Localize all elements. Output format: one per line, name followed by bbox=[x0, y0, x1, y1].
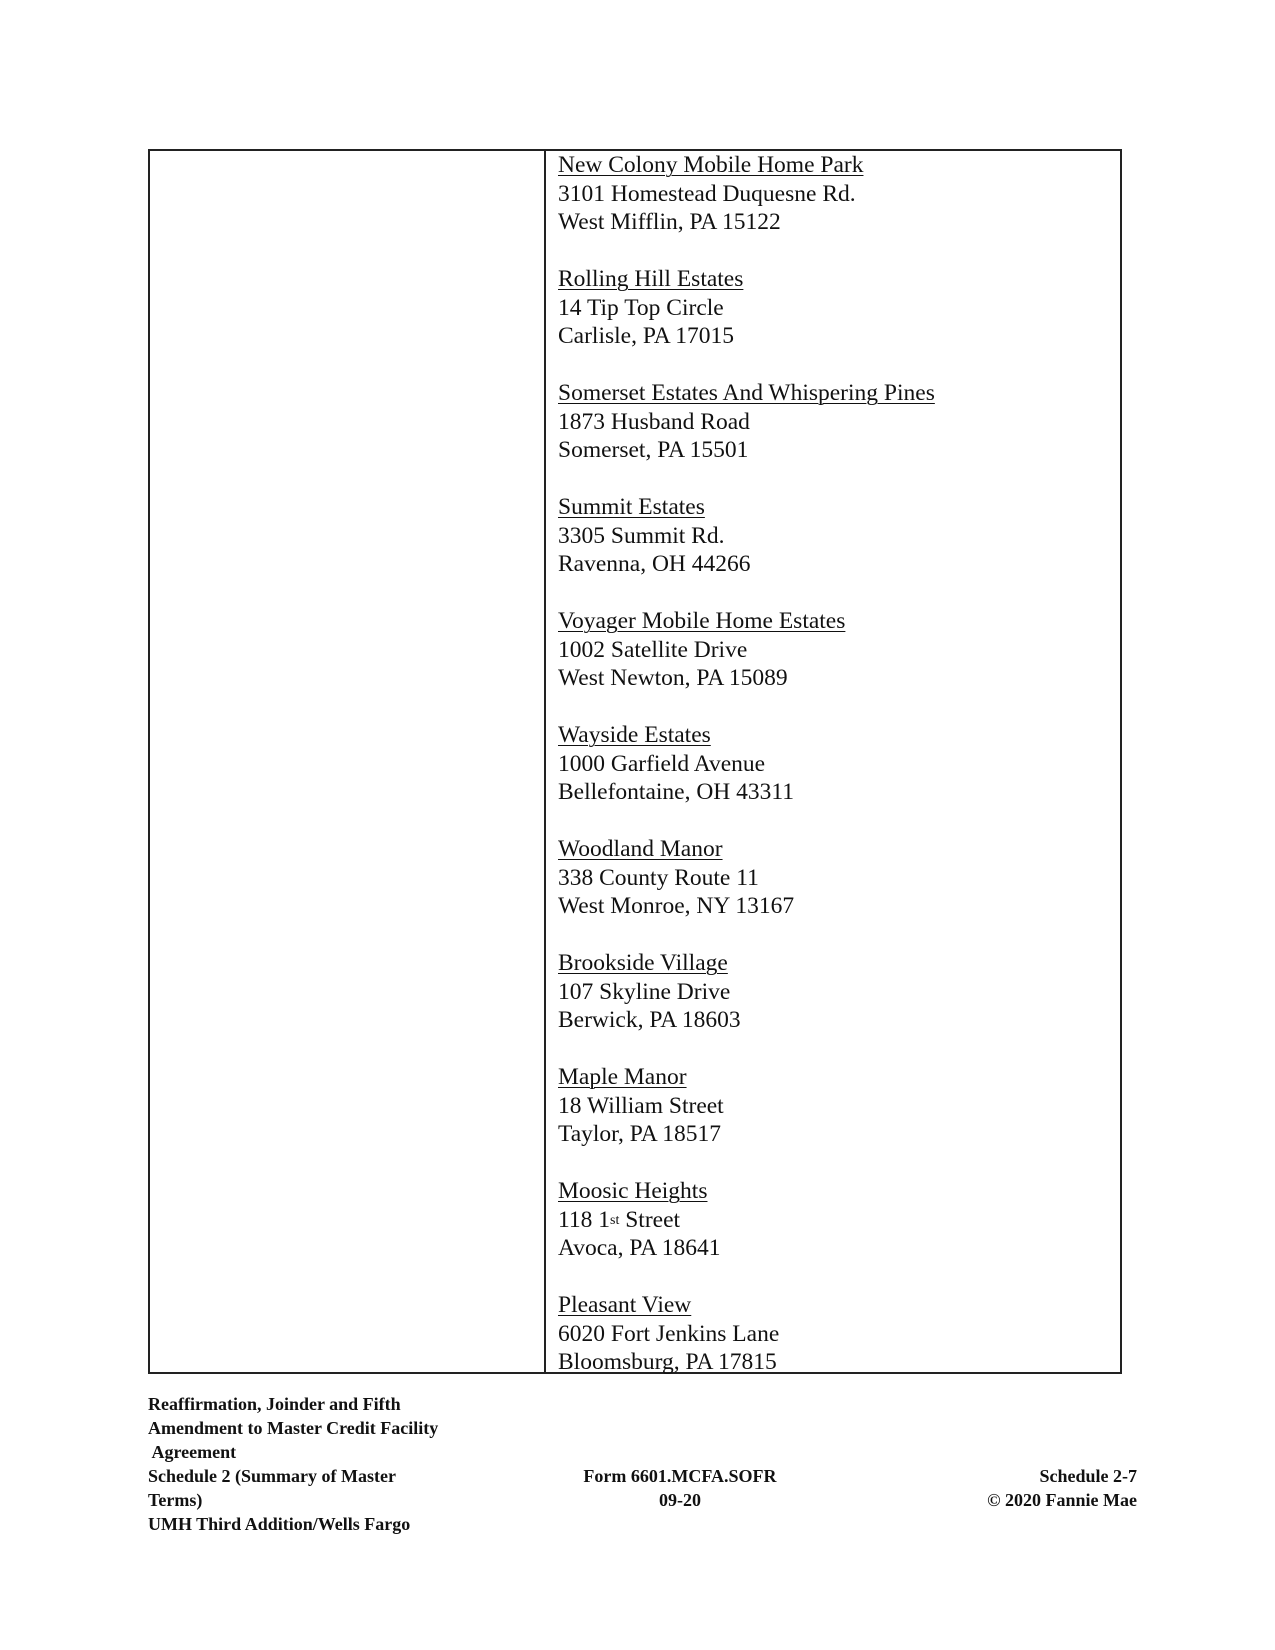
property-name: Pleasant View bbox=[558, 1292, 692, 1318]
footer-title-line: Schedule 2 (Summary of Master bbox=[148, 1466, 396, 1486]
property-city: Carlisle, PA 17015 bbox=[558, 323, 735, 349]
schedule-page: Schedule 2-7 bbox=[1039, 1466, 1137, 1486]
property-city: Bloomsburg, PA 17815 bbox=[558, 1349, 777, 1375]
property-entry bbox=[558, 835, 794, 921]
footer-title-line: Amendment to Master Credit Facility bbox=[148, 1418, 439, 1438]
property-entry bbox=[558, 607, 845, 693]
property-city: West Monroe, NY 13167 bbox=[558, 893, 795, 919]
property-street: 18 William Street bbox=[558, 1092, 724, 1119]
property-street: 1000 Garfield Avenue bbox=[558, 750, 766, 777]
street-number: 118 1 bbox=[558, 1206, 611, 1233]
property-city: West Newton, PA 15089 bbox=[558, 665, 788, 691]
property-name: Woodland Manor bbox=[558, 836, 723, 862]
property-city: Berwick, PA 18603 bbox=[558, 1007, 741, 1033]
property-city: Taylor, PA 18517 bbox=[558, 1121, 722, 1147]
property-name: Voyager Mobile Home Estates bbox=[558, 608, 846, 634]
ordinal-suffix: st bbox=[610, 1212, 620, 1228]
property-name: Maple Manor bbox=[558, 1064, 687, 1090]
form-date: 09-20 bbox=[659, 1490, 701, 1510]
property-street: 338 County Route 11 bbox=[558, 864, 759, 891]
property-entry bbox=[558, 1177, 721, 1263]
property-entry bbox=[558, 949, 741, 1035]
footer-document-title bbox=[148, 1392, 508, 1536]
property-city: Bellefontaine, OH 43311 bbox=[558, 779, 795, 805]
property-name: Wayside Estates bbox=[558, 722, 711, 748]
property-street: 107 Skyline Drive bbox=[558, 978, 731, 1005]
copyright: © 2020 Fannie Mae bbox=[987, 1490, 1137, 1510]
street-name: Street bbox=[619, 1206, 681, 1233]
property-entry bbox=[558, 493, 751, 579]
property-entry bbox=[558, 151, 863, 237]
property-street: 1873 Husband Road bbox=[558, 408, 750, 435]
property-entry bbox=[558, 721, 794, 807]
property-entry bbox=[558, 379, 935, 465]
column-divider bbox=[544, 151, 546, 1372]
property-name: New Colony Mobile Home Park bbox=[558, 152, 864, 178]
footer-title-line: Terms) bbox=[148, 1490, 203, 1510]
property-city: Ravenna, OH 44266 bbox=[558, 551, 751, 577]
property-name: Brookside Village bbox=[558, 950, 728, 976]
property-street: 1002 Satellite Drive bbox=[558, 636, 748, 663]
property-entry bbox=[558, 1063, 724, 1149]
form-number: Form 6601.MCFA.SOFR bbox=[583, 1466, 777, 1486]
property-name: Rolling Hill Estates bbox=[558, 266, 744, 292]
property-street: 14 Tip Top Circle bbox=[558, 294, 724, 321]
property-street: 6020 Fort Jenkins Lane bbox=[558, 1320, 780, 1347]
property-city: Somerset, PA 15501 bbox=[558, 437, 749, 463]
property-street: 3305 Summit Rd. bbox=[558, 522, 725, 549]
footer-title-line: UMH Third Addition/Wells Fargo bbox=[148, 1514, 411, 1534]
property-table bbox=[148, 149, 1122, 1374]
footer-title-line: Agreement bbox=[148, 1442, 237, 1462]
property-entry bbox=[558, 265, 743, 351]
footer-title-line: Reaffirmation, Joinder and Fifth bbox=[148, 1394, 401, 1414]
table-left-cell bbox=[150, 151, 544, 1372]
property-street: 3101 Homestead Duquesne Rd. bbox=[558, 180, 856, 207]
property-city: West Mifflin, PA 15122 bbox=[558, 209, 781, 235]
property-name: Summit Estates bbox=[558, 494, 705, 520]
property-city: Avoca, PA 18641 bbox=[558, 1235, 721, 1261]
property-name: Somerset Estates And Whispering Pines bbox=[558, 380, 935, 406]
property-name: Moosic Heights bbox=[558, 1178, 708, 1204]
property-entry bbox=[558, 1291, 779, 1377]
footer-form-info bbox=[560, 1464, 800, 1512]
property-street bbox=[558, 1206, 721, 1235]
footer-page-info bbox=[897, 1464, 1137, 1512]
